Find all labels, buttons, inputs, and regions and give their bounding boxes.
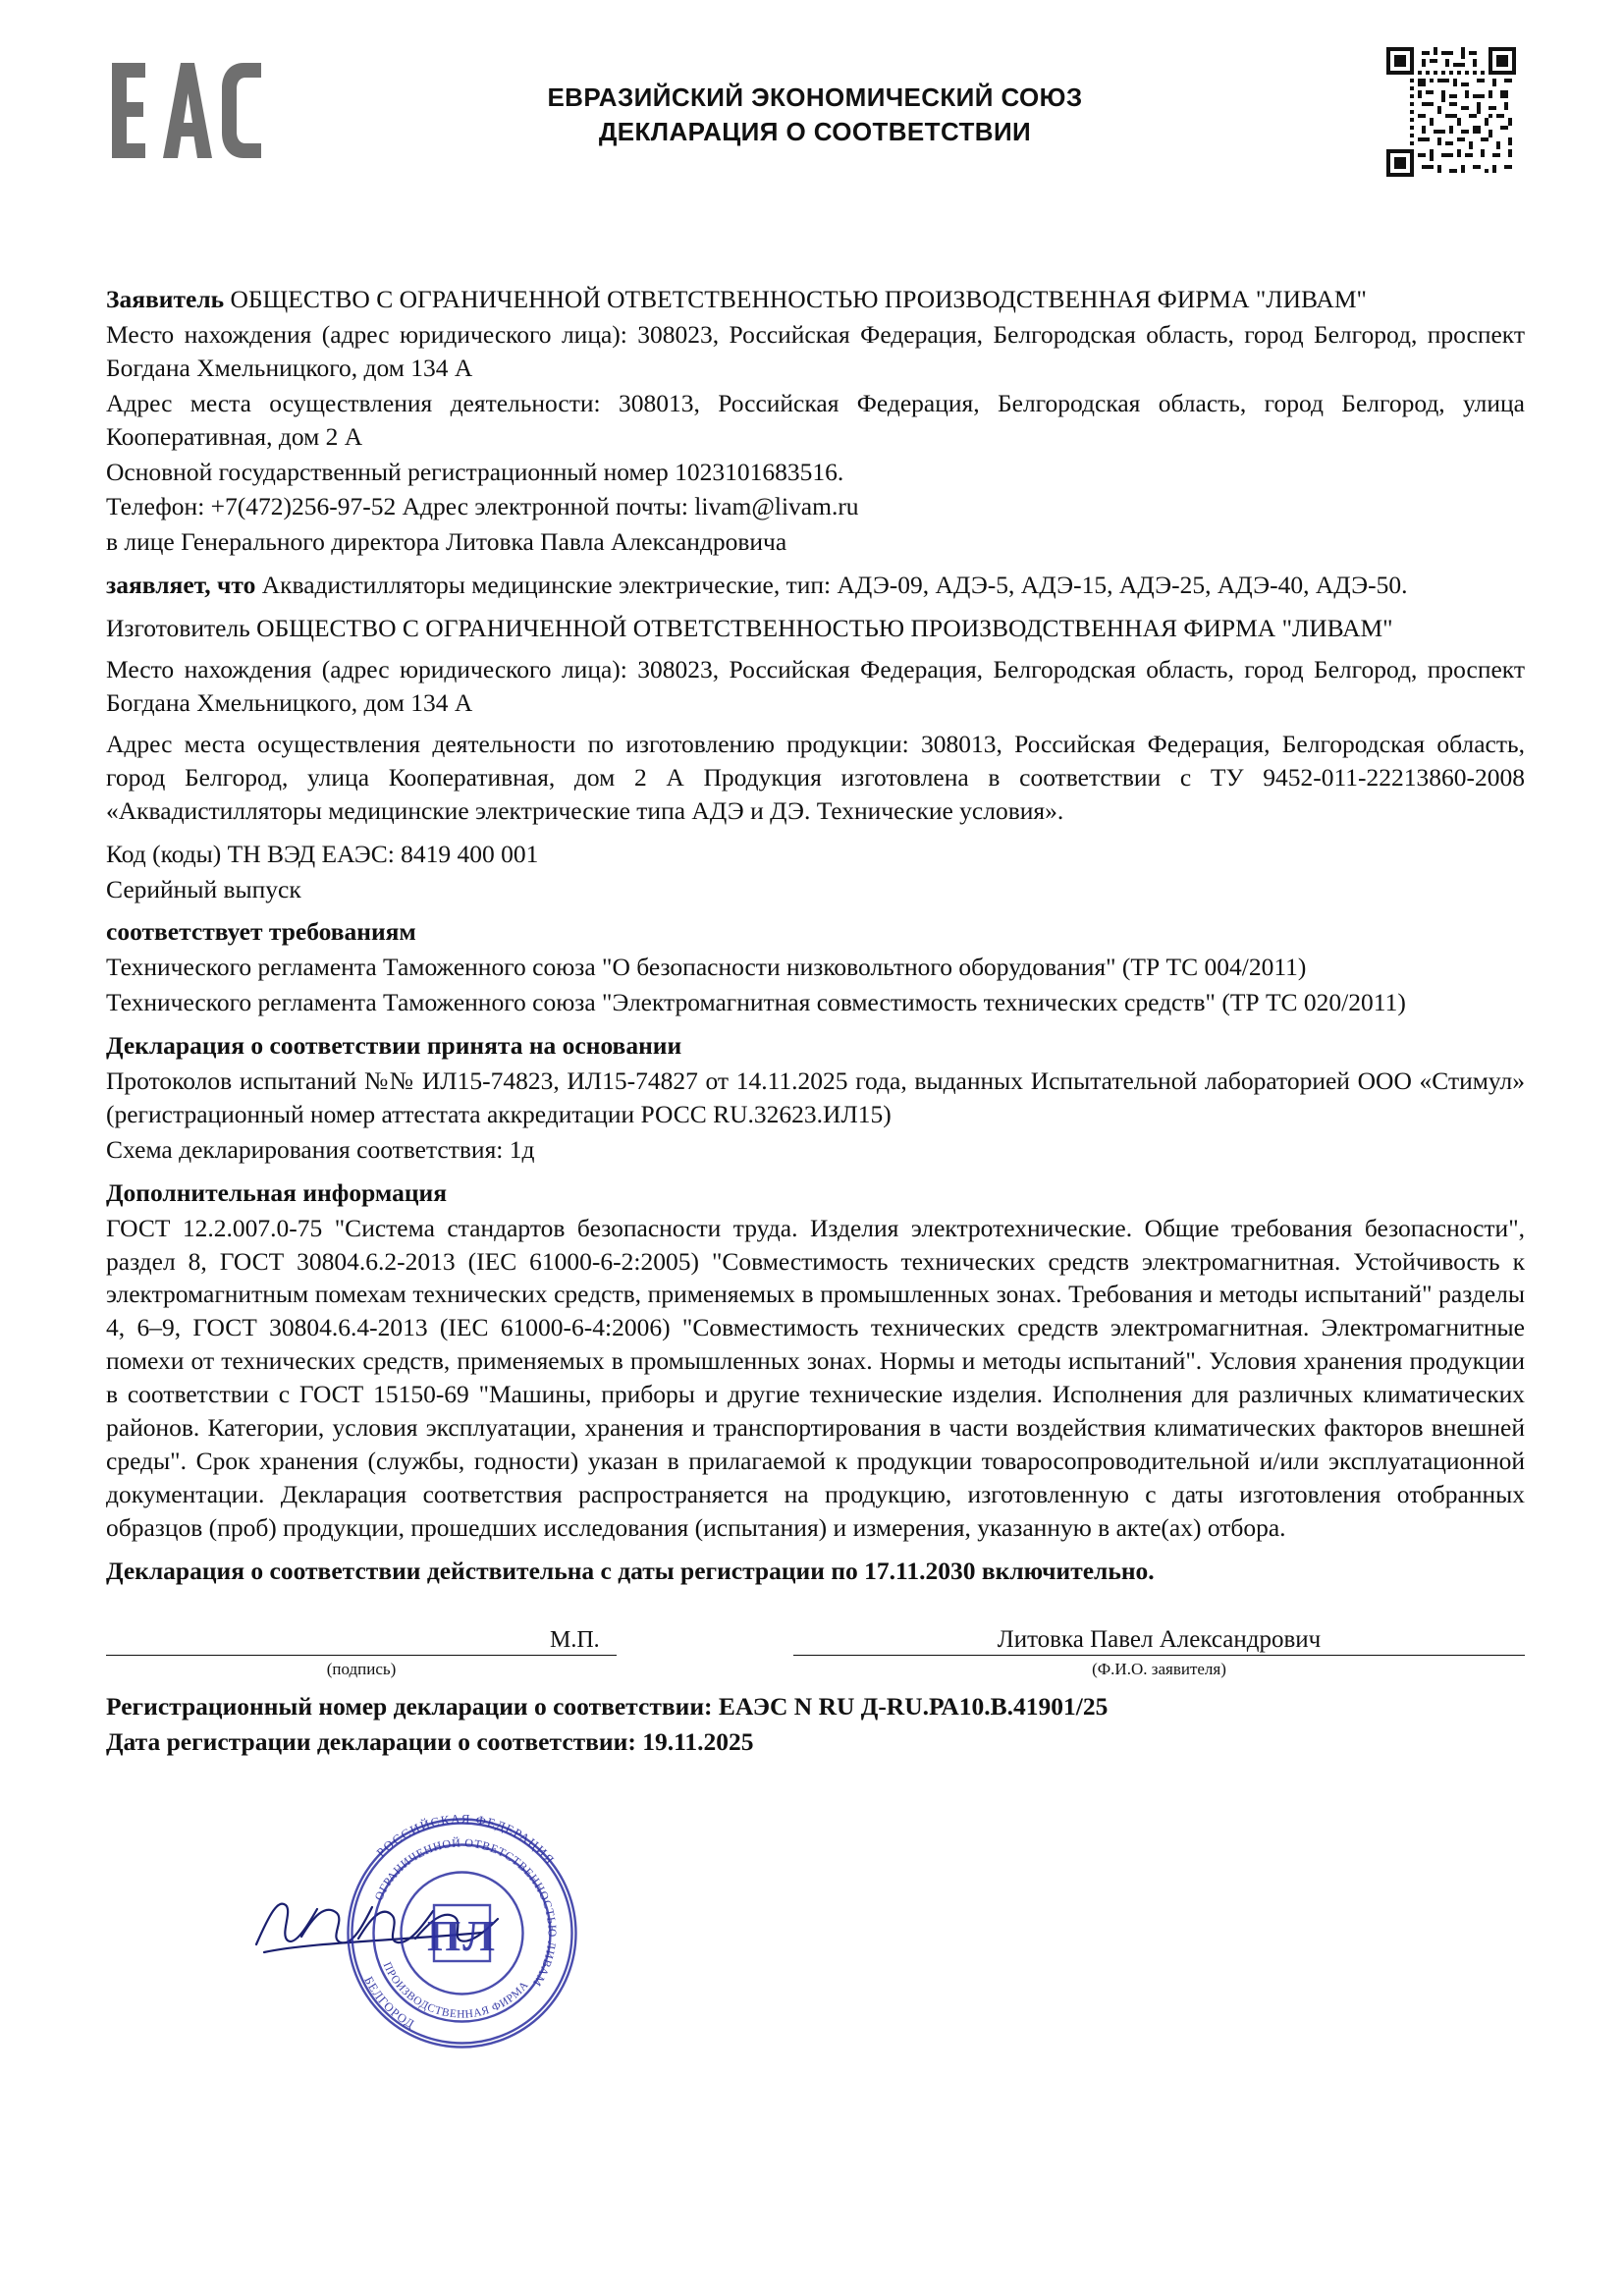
basis-section [106,1029,1525,1167]
additional-info-label: Дополнительная информация [106,1177,448,1207]
codes-section [106,838,1525,906]
registration-number-label: Регистрационный номер декларации о соответствии: [106,1691,713,1721]
basis-scheme: Схема декларирования соответствия: 1д [106,1134,535,1164]
svg-text:РОССИЙСКАЯ ФЕДЕРАЦИЯ: РОССИЙСКАЯ ФЕДЕРАЦИЯ [373,1811,559,1868]
qr-code-icon [1386,47,1516,177]
conformity-section [106,915,1525,1019]
handwritten-signature [250,1884,506,1972]
registration-date-label: Дата регистрации декларации о соответствии: [106,1726,636,1756]
title-line-2: ДЕКЛАРАЦИЯ О СООТВЕТСТВИИ [598,117,1032,147]
declarant-name: ОБЩЕСТВО С ОГРАНИЧЕННОЙ ОТВЕТСТВЕННОСТЬЮ ПРОИЗВОДСТВЕННАЯ ФИРМА "ЛИВАМ" [230,285,1367,313]
conformity-item-2: Технического регламента Таможенного союза "Электромагнитная совместимость технических средств" (ТР ТС 020/2011) [106,988,1406,1017]
manufacturer-production-address: Адрес места осуществления деятельности по изготовлению продукции: 308013, Российская Федерация, Белгородская область, город Белгород, улица Кооперативная, дом 2 А Продукция изготовлена в соответствии с ТУ 9452-011-22213860-2008 «Аквадистилляторы медицинские электрические типа АДЭ и ДЭ. Технические условия». [106,729,1525,825]
product-description: Аквадистилляторы медицинские электрические, тип: АДЭ-09, АДЭ-5, АДЭ-15, АДЭ-25, АДЭ-40, АДЭ-50. [261,571,1408,600]
manufacturer-legal-address: Место нахождения (адрес юридического лица): 308023, Российская Федерация, Белгородская область, город Белгород, проспект Богдана Хмельницкого, дом 134 А [106,655,1525,717]
registration-number-value: ЕАЭС N RU Д-RU.РА10.В.41901/25 [718,1691,1109,1721]
declares-section [106,569,1525,602]
title-line-1: ЕВРАЗИЙСКИЙ ЭКОНОМИЧЕСКИЙ СОЮЗ [547,82,1083,112]
registration-date-value: 19.11.2025 [642,1726,754,1756]
manufacturer-label: Изготовитель [106,614,250,643]
release-type: Серийный выпуск [106,874,301,903]
page-title [324,81,1306,149]
declarant-name-line [106,283,1525,316]
manufacturer-name: ОБЩЕСТВО С ОГРАНИЧЕННОЙ ОТВЕТСТВЕННОСТЬЮ ПРОИЗВОДСТВЕННАЯ ФИРМА "ЛИВАМ" [256,614,1393,643]
svg-text:ОГРАНИЧЕННОЙ ОТВЕТСТВЕННОСТЬЮ: ОГРАНИЧЕННОЙ ОТВЕТСТВЕННОСТЬЮ ЛИВАМ [371,1835,560,1990]
declarant-activity-address: Адрес места осуществления деятельности: 308013, Российская Федерация, Белгородская область, город Белгород, улица Кооперативная, дом 2 А [106,388,1525,451]
manufacturer-section [106,612,1525,827]
conformity-item-1: Технического регламента Таможенного союза "О безопасности низковольтного оборудования" (ТР ТС 004/2011) [106,953,1307,982]
signer-caption: (Ф.И.О. заявителя) [1092,1659,1226,1678]
signature-row [106,1625,1525,1690]
declarant-label: Заявитель [106,285,225,313]
additional-info-section [106,1176,1525,1545]
declarant-contacts: Телефон: +7(472)256-97-52 Адрес электронной почты: livam@livam.ru [106,492,859,521]
registration-number-line [106,1690,1525,1723]
document-header [0,0,1624,226]
manufacturer-name-line [106,612,1525,645]
declarant-section [106,283,1525,559]
company-round-stamp [332,1803,592,2063]
registration-date-line [106,1725,1525,1759]
tnved-code: Код (коды) ТН ВЭД ЕАЭС: 8419 400 001 [106,839,539,868]
basis-protocols: Протоколов испытаний №№ ИЛ15-74823, ИЛ15-74827 от 14.11.2025 года, выданных Испытательной лабораторией ООО «Стимул» (регистрационный номер аттестата аккредитации РОСС RU.32623.ИЛ15) [106,1066,1525,1128]
stamp-placeholder-label: М.П. [550,1626,600,1653]
declarant-legal-address: Место нахождения (адрес юридического лица): 308023, Российская Федерация, Белгородская область, город Белгород, проспект Богдана Хмельницкого, дом 134 А [106,319,1525,382]
declarant-representative: в лице Генерального директора Литовка Павла Александровича [106,527,787,557]
document-body [106,283,1525,1760]
svg-text:БЕЛГОРОД: БЕЛГОРОД [361,1974,417,2032]
additional-info-text: ГОСТ 12.2.007.0-75 "Система стандартов безопасности труда. Изделия электротехнические. Общие требования безопасности", раздел 8, ГОСТ 30804.6.2-2013 (IEC 61000-6-2:2005) "Совместимость технических средств электромагнитная. Устойчивость к электромагнитным помехам технических средств, применяемых в промышленных зонах. Требования и методы испытаний" разделы 4, 6–9, ГОСТ 30804.6.4-2013 (IEC 61000-6-4:2006) "Совместимость технических средств электромагнитная. Электромагнитные помехи от технических средств, применяемых в промышленных зонах. Нормы и методы испытаний". Условия хранения продукции в соответствии с ГОСТ 15150-69 "Машины, приборы и другие технические изделия. Исполнения для различных климатических районов. Категории, условия эксплуатации, хранения и транспортирования в части воздействия климатических факторов внешней среды". Срок хранения (службы, годности) указан в прилагаемой к продукции товаросопроводительной и/или эксплуатационной документации. Декларация соответствия распространяется на продукцию, изготовленную с даты изготовления отобранных образцов (проб) продукции, прошедших исследования (испытания) и измерения, указанную в акте(ах) отбора. [106,1213,1525,1542]
declares-line [106,569,1525,602]
basis-label: Декларация о соответствии принята на основании [106,1031,682,1061]
conformity-label: соответствует требованиям [106,917,416,947]
declarant-ogrn: Основной государственный регистрационный номер 1023101683516. [106,457,844,486]
signature-rule [106,1625,617,1656]
validity-statement: Декларация о соответствии действительна с даты регистрации по 17.11.2030 включительно. [106,1556,1155,1585]
svg-text:ПРОИЗВОДСТВЕННАЯ ФИРМА: ПРОИЗВОДСТВЕННАЯ ФИРМА [380,1960,531,2021]
declares-label: заявляет, что [106,571,256,600]
eac-mark-icon [108,59,265,187]
signature-field [106,1625,617,1681]
signer-name: Литовка Павел Александрович [997,1625,1322,1653]
svg-text:ПЛ: ПЛ [426,1912,498,1960]
signature-caption: (подпись) [326,1659,397,1678]
